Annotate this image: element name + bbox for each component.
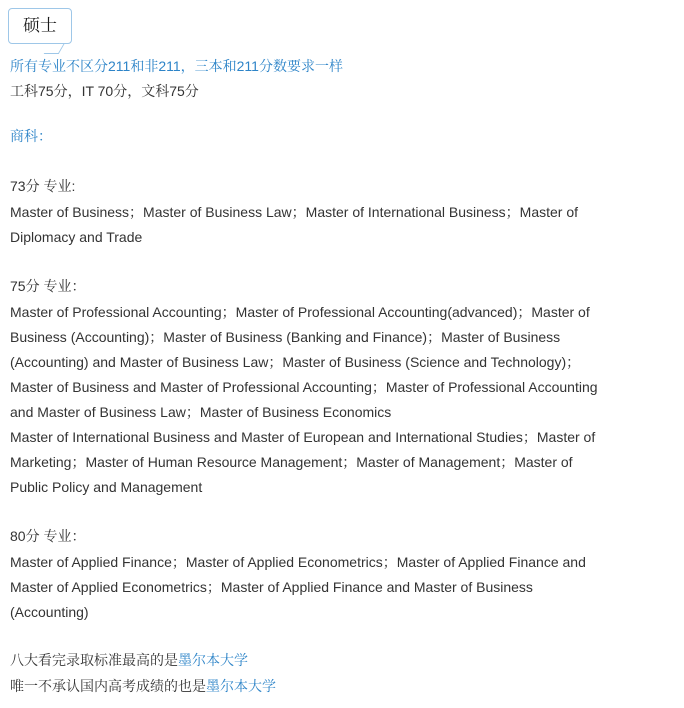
spacer <box>10 625 674 647</box>
intro-line-2: 工科75分，IT 70分，文科75分 <box>10 83 199 99</box>
section-line: Master of Applied Finance；Master of Applied Econometrics；Master of Applied Finance and <box>10 554 586 570</box>
footer-line-2-text: 唯一不承认国内高考成绩的也是 <box>10 678 206 694</box>
footer-line-1 <box>10 647 674 673</box>
section-line: (Accounting) and Master of Business Law；Master of Business (Science and Technology)； <box>10 354 581 370</box>
header-badge-wrapper <box>8 8 86 44</box>
section-title-75: 75分 专业： <box>10 278 86 294</box>
section-line: Master of Business and Master of Professional Accounting；Master of Professional Accounting <box>10 379 598 395</box>
section-line: (Accounting) <box>10 604 89 620</box>
section-title-80: 80分 专业： <box>10 528 86 544</box>
spacer <box>10 250 674 272</box>
section-line: Master of Professional Accounting；Master of Professional Accounting(advanced)；Master of <box>10 304 590 320</box>
section-line: Public Policy and Management <box>10 479 203 495</box>
spacer <box>10 500 674 522</box>
intro-line-1: 所有专业不区分211和非211，三本和211分数要求一样 <box>10 58 343 74</box>
document-content <box>0 44 684 699</box>
section-line: Diplomacy and Trade <box>10 229 143 245</box>
section-line: Master of Business；Master of Business Law；Master of International Business；Master of <box>10 204 579 220</box>
business-heading: 商科： <box>10 128 52 144</box>
spacer <box>10 150 674 172</box>
footer-line-1-text: 八大看完录取标准最高的是 <box>10 652 178 668</box>
section-line: and Master of Business Law；Master of Business Economics <box>10 404 392 420</box>
section-line: Business (Accounting)；Master of Business (Banking and Finance)；Master of Business <box>10 329 561 345</box>
degree-level-badge: 硕士 <box>8 8 72 44</box>
document-page <box>0 8 684 708</box>
footer-link-melbourne-2[interactable]: 墨尔本大学 <box>206 678 276 694</box>
section-title-73: 73分 专业: <box>10 178 76 194</box>
footer-line-2 <box>10 673 674 699</box>
spacer <box>10 104 674 122</box>
section-line: Master of Applied Econometrics；Master of Applied Finance and Master of Business <box>10 579 533 595</box>
section-line: Marketing；Master of Human Resource Management；Master of Management；Master of <box>10 454 573 470</box>
footer-link-melbourne-1[interactable]: 墨尔本大学 <box>178 652 248 668</box>
section-line: Master of International Business and Master of European and International Studies；Master of <box>10 429 596 445</box>
